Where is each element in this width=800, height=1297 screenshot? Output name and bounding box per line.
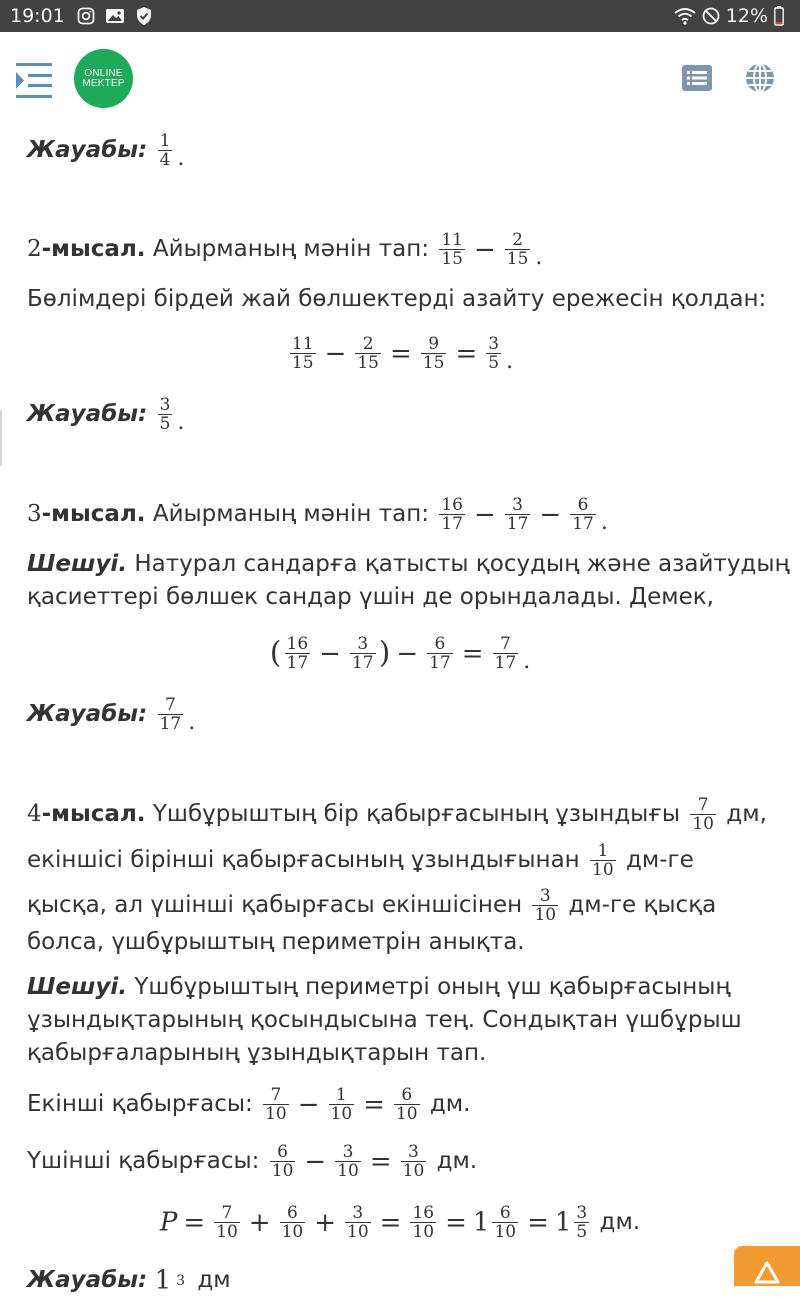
example-4-solution-line-1 xyxy=(27,971,731,1003)
fraction: $\frac{7}{10}$ xyxy=(216,1203,238,1242)
second-side-calculation: Екінші қабырғасы: $\frac{7}{10}$ − $\frac{1}{10}$ = $\frac{6}{10}$ дм. xyxy=(27,1085,471,1124)
status-time: 19:01 xyxy=(10,5,65,27)
logo-text-mektep: MEKTEP xyxy=(82,77,125,89)
example-3-solution-line-1 xyxy=(27,548,790,580)
example-3-calculation: ( $\frac{16}{17}$ − $\frac{3}{17}$ ) − $\frac{6}{17}$ = $\frac{7}{17}$ . xyxy=(269,634,531,674)
logo-text-online: ONLINE xyxy=(84,67,123,79)
fraction: $\frac{1}{10}$ xyxy=(592,841,614,880)
status-bar xyxy=(0,0,800,32)
example-task: Айырманың мәнін тап: xyxy=(145,501,437,527)
mixed-whole: 1 xyxy=(554,1207,572,1238)
fraction: $\frac{6}{10}$ xyxy=(281,1203,304,1242)
fraction: $\frac{2}{15}$ xyxy=(506,230,529,269)
fraction: $\frac{2}{15}$ xyxy=(357,334,379,373)
example-3-solution-line-2: қасиеттері бөлшек сандар үшін де орындалады. Демек, xyxy=(27,584,714,610)
answer-label: Жауабы: xyxy=(27,701,148,727)
fraction: $\frac{3}{5}$ xyxy=(488,334,500,373)
online-mektep-logo[interactable] xyxy=(74,49,133,108)
example-4-line-1 xyxy=(27,796,767,833)
example-4-solution-line-2: ұзындықтарының қосындысына тең. Сондықтан үшбұрыш xyxy=(27,1007,742,1033)
answer-2: Жауабы: $\frac{3}{5}$ . xyxy=(27,395,185,435)
answer-1: Жауабы: $\frac{1}{4}$ . xyxy=(27,131,185,171)
shield-icon xyxy=(135,6,153,26)
fraction: $\frac{6}{10}$ xyxy=(494,1203,517,1242)
unit-text: дм xyxy=(190,1267,231,1293)
fraction: $\frac{6}{10}$ xyxy=(271,1142,294,1181)
unit-text: дм, xyxy=(719,801,767,827)
answer-3: Жауабы: $\frac{7}{17}$ . xyxy=(27,695,196,735)
answer-label: Жауабы: xyxy=(27,137,148,163)
answer-label: Жауабы: xyxy=(27,1267,148,1293)
example-number: 2 xyxy=(27,236,42,262)
example-word: -мысал. xyxy=(41,501,146,527)
fraction: $\frac{7}{10}$ xyxy=(692,795,714,834)
solution-label: Шешуі. xyxy=(27,551,128,577)
example-task: қысқа, ал үшінші қабырғасы екіншісінен xyxy=(27,892,530,918)
answer-label: Жауабы: xyxy=(27,401,148,427)
unit-text: дм. xyxy=(429,1148,478,1174)
fraction: $\frac{6}{17}$ xyxy=(572,495,594,534)
fraction: $\frac{11}{15}$ xyxy=(441,230,463,269)
fraction: $\frac{3}{10}$ xyxy=(402,1142,425,1181)
fraction: $\frac{6}{17}$ xyxy=(429,634,451,673)
solution-text: Натурал сандарға қатысты қосудың және азайтудың xyxy=(127,551,790,577)
fraction: 3 xyxy=(176,1272,186,1289)
app-header xyxy=(0,32,800,128)
scroll-up-button[interactable] xyxy=(734,1246,800,1286)
example-task: Үшбұрыштың бір қабырғасының ұзындығы xyxy=(145,801,688,827)
fraction: $\frac{6}{10}$ xyxy=(395,1085,418,1124)
third-side-calculation: Үшінші қабырғасы: $\frac{6}{10}$ − $\frac{3}{10}$ = $\frac{3}{10}$ дм. xyxy=(27,1142,478,1181)
example-word: -мысал. xyxy=(41,236,146,262)
fraction: $\frac{3}{5}$ xyxy=(576,1203,588,1242)
fraction: $\frac{3}{10}$ xyxy=(534,886,557,925)
battery-icon xyxy=(774,6,784,26)
warning-up-icon xyxy=(734,1246,800,1286)
unit-text: дм-ге қысқа xyxy=(561,892,717,918)
fraction: $\frac{3}{10}$ xyxy=(337,1142,359,1181)
fraction: $\frac{16}{17}$ xyxy=(441,495,463,534)
fraction: $\frac{7}{10}$ xyxy=(265,1085,287,1124)
unit-text: дм. xyxy=(422,1091,471,1117)
example-task: екіншісі бірінші қабырғасының ұзындығынан xyxy=(27,847,588,873)
battery-percent: 12% xyxy=(725,5,768,27)
fraction: $\frac{11}{15}$ xyxy=(291,334,314,373)
dnd-icon xyxy=(702,7,720,25)
fraction: $\frac{16}{17}$ xyxy=(286,634,309,673)
example-task: Айырманың мәнін тап: xyxy=(145,236,437,262)
perimeter-calculation: P = $\frac{7}{10}$ + $\frac{6}{10}$ + $\frac{3}{10}$ = $\frac{16}{10}$ = 1 $\frac{6}{10}$ = 1 $\frac{3}{5}$ дм. xyxy=(159,1203,641,1242)
example-4-line-2 xyxy=(27,842,694,879)
fraction: $\frac{1}{10}$ xyxy=(330,1085,353,1124)
mixed-whole: 1 xyxy=(154,1265,172,1296)
example-number: 3 xyxy=(27,501,42,527)
example-2-title: 2-мысал. Айырманың мәнін тап: $\frac{11}{15}$ − $\frac{2}{15}$ . xyxy=(27,230,543,270)
fraction: $\frac{7}{17}$ xyxy=(494,634,517,673)
fraction: $\frac{16}{10}$ xyxy=(412,1203,435,1242)
fraction: $\frac{3}{17}$ xyxy=(506,495,529,534)
second-side-label: Екінші қабырғасы: xyxy=(27,1091,261,1117)
mixed-whole: 1 xyxy=(472,1207,490,1238)
example-4-line-4: болса, үшбұрыштың периметрін анықта. xyxy=(27,929,525,955)
fraction: $\frac{7}{17}$ xyxy=(159,695,182,734)
example-2-rule: Бөлімдері бірдей жай бөлшектерді азайту ережесін қолдан: xyxy=(27,286,767,312)
menu-toggle-icon[interactable] xyxy=(14,60,54,100)
globe-icon[interactable] xyxy=(744,62,776,94)
unit-text: дм-ге xyxy=(618,847,694,873)
fraction: $\frac{9}{15}$ xyxy=(422,334,445,373)
solution-label: Шешуі. xyxy=(27,974,128,1000)
fraction: $\frac{1}{4}$ xyxy=(159,131,171,170)
fraction: $\frac{3}{10}$ xyxy=(347,1203,369,1242)
instagram-icon xyxy=(77,7,95,25)
example-2-calculation: $\frac{11}{15}$ − $\frac{2}{15}$ = $\frac{9}{15}$ = $\frac{3}{5}$ . xyxy=(291,334,514,374)
fraction: $\frac{3}{17}$ xyxy=(351,634,374,673)
table-of-contents-icon[interactable] xyxy=(681,64,713,92)
answer-4-partial xyxy=(27,1264,231,1297)
example-4-line-3 xyxy=(27,887,716,924)
example-number: 4 xyxy=(27,801,42,827)
example-word: -мысал. xyxy=(41,801,146,827)
image-icon xyxy=(105,7,125,25)
unit-text: дм. xyxy=(592,1209,641,1235)
perimeter-variable: P xyxy=(159,1207,178,1238)
solution-text: Үшбұрыштың периметрі оның үш қабырғасының xyxy=(127,974,731,1000)
wifi-icon xyxy=(674,7,696,25)
example-3-title: 3-мысал. Айырманың мәнін тап: $\frac{16}{17}$ − $\frac{3}{17}$ − $\frac{6}{17}$ . xyxy=(27,495,608,535)
lesson-content xyxy=(0,128,800,1296)
third-side-label: Үшінші қабырғасы: xyxy=(27,1148,267,1174)
example-4-solution-line-3: қабырғаларының ұзындықтарын тап. xyxy=(27,1040,487,1066)
fraction: $\frac{3}{5}$ xyxy=(159,395,171,434)
